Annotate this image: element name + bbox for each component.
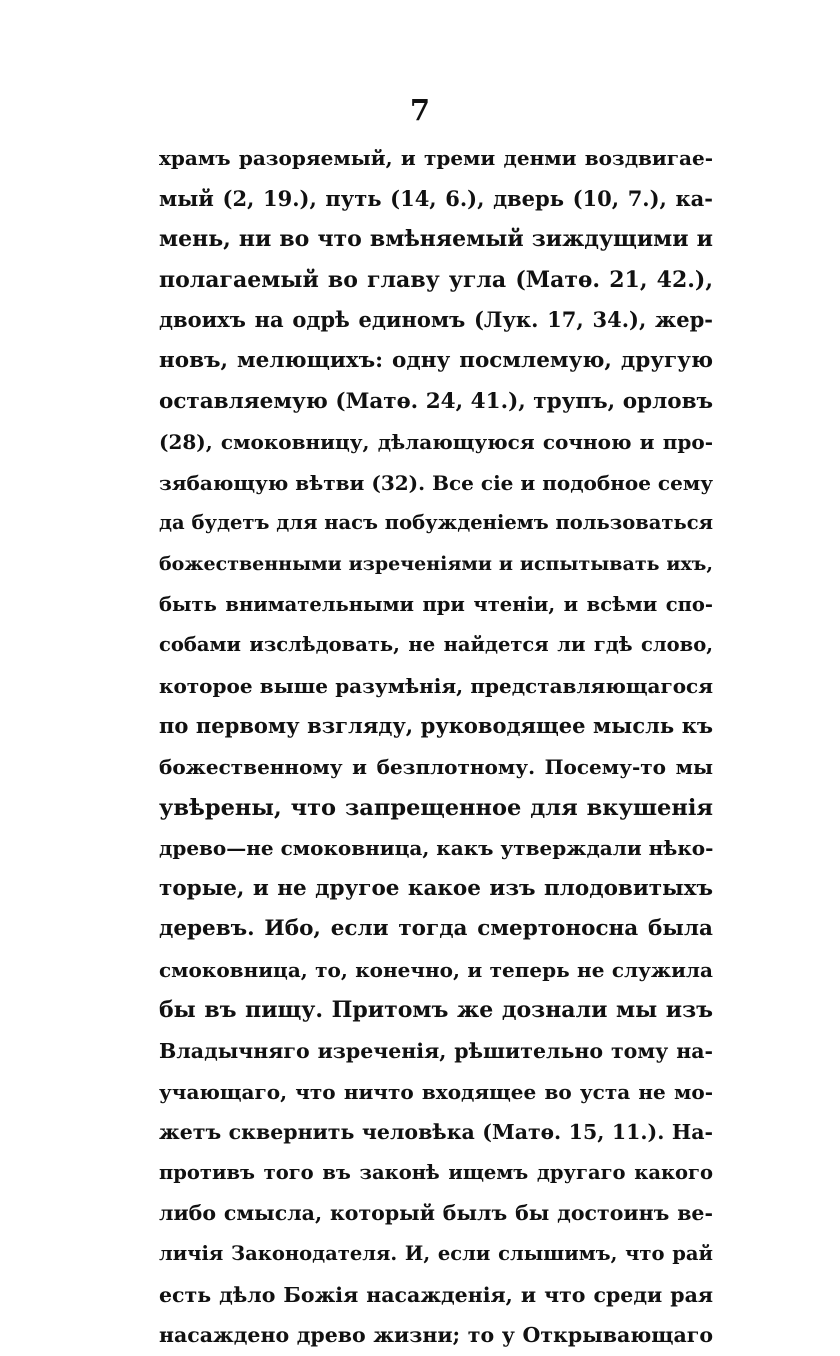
- page-number: 7: [409, 93, 431, 127]
- text-line: храмъ разоряемый, и треми денми воздвигае-: [159, 146, 713, 170]
- text-line: зябающую вѣтви (32). Все сіе и подобное сему: [159, 470, 713, 495]
- text-line: бы въ пищу. Притомъ же дознали мы изъ: [159, 997, 713, 1024]
- text-line: увѣрены, что запрещенное для вкушенія: [159, 794, 713, 821]
- text-line: есть дѣло Божія насажденія, и что среди рая: [159, 1282, 713, 1307]
- text-line: да будетъ для насъ побужденіемъ пользоваться: [159, 511, 713, 535]
- text-line: божественному и безплотному. Посему-то мы: [159, 754, 713, 779]
- text-line: древо—не смоковница, какъ утверждали нѣко-: [159, 836, 714, 861]
- text-line: Владычняго изреченія, рѣшительно тому на-: [159, 1039, 713, 1064]
- text-line: мень, ни во что вмѣняемый зиждущими и: [159, 226, 713, 253]
- text-line: полагаемый во главу угла (Матѳ. 21, 42.),: [159, 266, 713, 293]
- text-line: божественными изреченіями и испытывать ихъ,: [159, 552, 713, 575]
- text-line: жетъ сквернить человѣка (Матѳ. 15, 11.). На-: [159, 1120, 713, 1145]
- text-line: по первому взгляду, руководящее мысль къ: [159, 713, 713, 739]
- text-line: быть внимательными при чтеніи, и всѣми спо-: [159, 592, 713, 616]
- text-line: либо смысла, который былъ бы достоинъ ве-: [159, 1201, 713, 1226]
- text-line: противъ того въ законѣ ищемъ другаго какого: [159, 1160, 713, 1184]
- text-line: смоковница, то, конечно, и теперь не служила: [159, 957, 713, 982]
- text-line: личія Законодателя. И, если слышимъ, что рай: [159, 1242, 713, 1266]
- text-line: торые, и не другое какое изъ плодовитыхъ: [159, 875, 713, 901]
- body-text: [159, 138, 713, 1356]
- text-line: деревъ. Ибо, если тогда смертоносна была: [159, 916, 713, 942]
- text-line: учающаго, что ничто входящее во уста не мо-: [159, 1079, 713, 1104]
- text-line: которое выше разумѣнія, представляющагося: [159, 673, 713, 698]
- text-line: насаждено древо жизни; то у Открывающаго: [159, 1323, 713, 1348]
- text-line: оставляемую (Матѳ. 24, 41.), трупъ, орловъ: [159, 388, 713, 414]
- text-line: (28), смоковницу, дѣлающуюся сочною и про-: [159, 430, 713, 455]
- text-line: новъ, мелющихъ: одну посмлемую, другую: [159, 347, 713, 373]
- text-line: мый (2, 19.), путь (14, 6.), дверь (10, 7.), ка-: [159, 185, 713, 211]
- text-line: собами изслѣдовать, не найдется ли гдѣ слово,: [159, 633, 713, 657]
- text-line: двоихъ на одрѣ единомъ (Лук. 17, 34.), жер-: [159, 307, 713, 333]
